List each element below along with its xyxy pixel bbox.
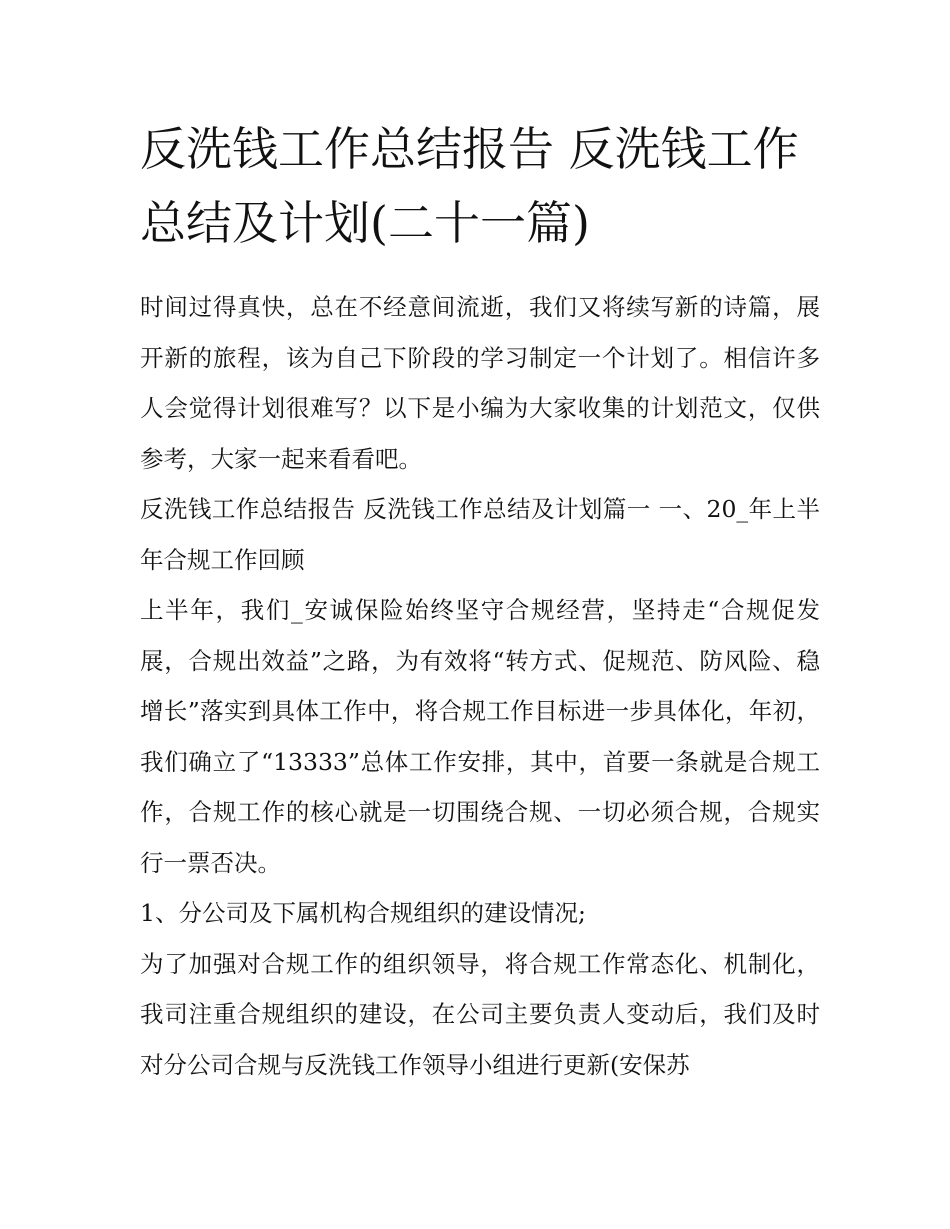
document-body <box>140 112 820 1090</box>
document-title: 反洗钱工作总结报告 反洗钱工作总结及计划(二十一篇) <box>140 122 799 250</box>
review-paragraph: 上半年，我们_安诚保险始终坚守合规经营，坚持走“合规促发展，合规出效益”之路，为有效将“转方式、促规范、防风险、稳增长”落实到具体工作中，将合规工作目标进一步具体化，年初，我们确立了“13333”总体工作安排，其中，首要一条就是合规工作，合规工作的核心就是一切围绕合规、一切必须合规，合规实行一票否决。 <box>140 596 820 877</box>
subsection-heading: 1、分公司及下属机构合规组织的建设情况; <box>140 899 586 927</box>
intro-paragraph: 时间过得真快，总在不经意间流逝，我们又将续写新的诗篇，展开新的旅程，该为自己下阶段的学习制定一个计划了。相信许多人会觉得计划很难写？以下是小编为大家收集的计划范文，仅供参考，大家一起来看看吧。 <box>140 293 820 473</box>
organization-paragraph: 为了加强对合规工作的组织领导，将合规工作常态化、机制化，我司注重合规组织的建设，在公司主要负责人变动后，我们及时对分公司合规与反洗钱工作领导小组进行更新(安保苏 <box>140 949 820 1079</box>
section-heading-paragraph: 反洗钱工作总结报告 反洗钱工作总结及计划篇一 一、20_年上半年合规工作回顾 <box>140 495 820 574</box>
